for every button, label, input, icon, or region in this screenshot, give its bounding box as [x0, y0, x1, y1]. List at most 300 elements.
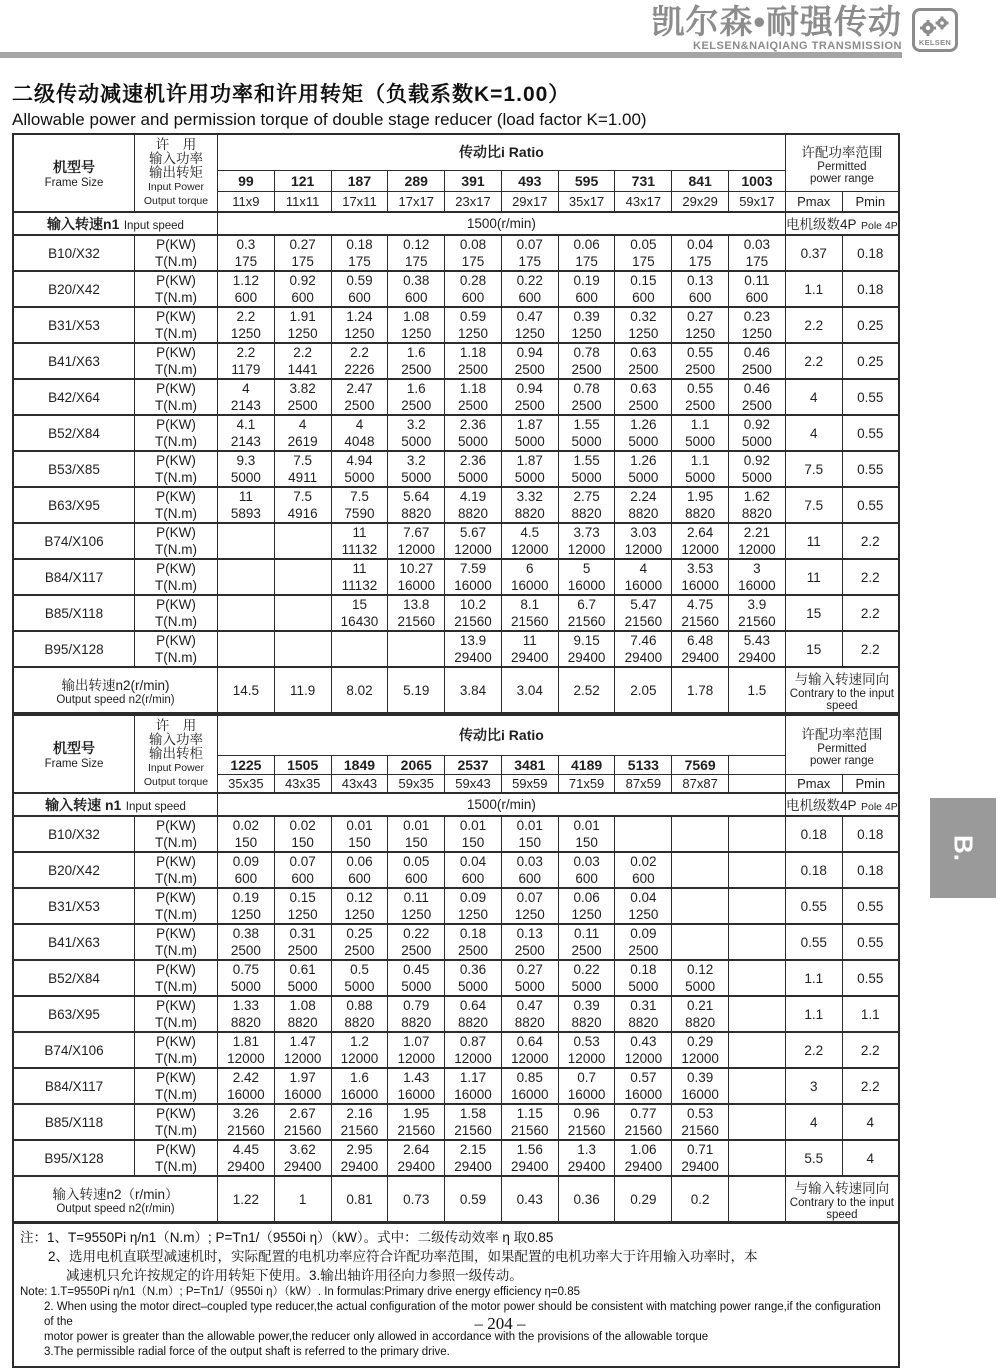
ratio-value-cell: 289: [388, 170, 445, 191]
page-number: – 204 –: [474, 1314, 526, 1333]
power-torque-cell: 0.47 8820: [501, 996, 558, 1032]
ratio-value-cell: 391: [445, 170, 502, 191]
frame-cell: B42/X64: [13, 379, 135, 415]
ratio-value-cell: 1003: [729, 170, 786, 191]
power-torque-cell: 0.02 150: [218, 816, 275, 852]
power-torque-cell: 4.75 21560: [672, 595, 729, 631]
page-title-en: Allowable power and permission torque of double stage reducer (load factor K=1.00): [12, 110, 647, 129]
pmax-cell: 4: [785, 379, 842, 415]
power-torque-cell: 0.78 2500: [558, 379, 615, 415]
power-torque-cell: 0.21 8820: [672, 996, 729, 1032]
table-row: [13, 415, 899, 451]
power-torque-cell: 0.06 600: [331, 852, 388, 888]
power-torque-cell: 7.59 16000: [445, 559, 502, 595]
power-torque-cell: 3.9 21560: [729, 595, 786, 631]
pmax-cell: 4: [785, 1104, 842, 1140]
power-torque-cell: 0.39 8820: [558, 996, 615, 1032]
power-torque-cell: 0.11 600: [729, 271, 786, 307]
pt-label-cell: P(KW) T(N.m): [135, 451, 218, 487]
pt-label-cell: P(KW) T(N.m): [135, 1140, 218, 1176]
pmin-cell: 2.2: [842, 559, 899, 595]
pmax-header: Pmax: [785, 191, 842, 212]
output-speed-cell: 0.36: [558, 1176, 615, 1222]
power-torque-cell: 0.13 2500: [501, 924, 558, 960]
frame-cell: B85/X118: [13, 1104, 135, 1140]
power-torque-cell: 0.71 29400: [672, 1140, 729, 1176]
power-torque-cell: 0.22 5000: [558, 960, 615, 996]
ratio-combo-cell: 43x43: [331, 774, 388, 793]
power-torque-cell: 0.32 1250: [615, 307, 672, 343]
pmin-cell: 2.2: [842, 1032, 899, 1068]
ratio-value-cell: 121: [274, 170, 331, 191]
pmin-cell: 2.2: [842, 523, 899, 559]
table-row: [13, 852, 899, 888]
pmax-cell: 0.55: [785, 888, 842, 924]
power-torque-cell: 2.2 1179: [218, 343, 275, 379]
power-torque-cell: 0.64 12000: [501, 1032, 558, 1068]
power-torque-cell: 7.46 29400: [615, 631, 672, 667]
power-torque-cell: 1.12 600: [218, 271, 275, 307]
power-torque-cell: 0.92 600: [274, 271, 331, 307]
frame-cell: B20/X42: [13, 852, 135, 888]
power-torque-header: 许 用 输入功率 输出转矩 Input Power Output torque: [135, 134, 218, 212]
power-torque-cell: 0.03 600: [558, 852, 615, 888]
power-torque-cell: 0.19 600: [558, 271, 615, 307]
ratio-combo-cell: 17x17: [388, 191, 445, 212]
ratio-combo-cell: 59x43: [445, 774, 502, 793]
ratio-combo-cell: 29x17: [501, 191, 558, 212]
power-torque-cell: 2.2 2226: [331, 343, 388, 379]
pmax-cell: 3: [785, 1068, 842, 1104]
power-torque-cell: 2.67 21560: [274, 1104, 331, 1140]
power-torque-cell: 5.43 29400: [729, 631, 786, 667]
input-speed-value: 1500(r/min): [218, 212, 786, 235]
pmax-cell: 15: [785, 631, 842, 667]
power-torque-cell: 4 2619: [274, 415, 331, 451]
output-speed-cell: 0.81: [331, 1176, 388, 1222]
power-torque-cell: 1.95 8820: [672, 487, 729, 523]
note-line: 2、选用电机直联型减速机时，实际配置的电机功率应符合许配功率范围，如果配置的电机功率大于许用输入功率时，本: [48, 1249, 758, 1264]
pt-label-cell: P(KW) T(N.m): [135, 960, 218, 996]
ratio-combo-cell: 17x11: [331, 191, 388, 212]
power-torque-cell: 3.62 29400: [274, 1140, 331, 1176]
power-torque-cell: 1.24 1250: [331, 307, 388, 343]
power-torque-cell: 0.61 5000: [274, 960, 331, 996]
power-torque-cell: 0.02 600: [615, 852, 672, 888]
power-torque-cell: [331, 631, 388, 667]
power-torque-header: 许 用 输入功率 输出转柜 Input Power Output torque: [135, 715, 218, 793]
pmin-cell: 0.18: [842, 235, 899, 271]
power-torque-cell: 1.91 1250: [274, 307, 331, 343]
pmin-cell: 0.55: [842, 379, 899, 415]
power-torque-cell: 1.15 21560: [501, 1104, 558, 1140]
power-torque-cell: 0.77 21560: [615, 1104, 672, 1140]
power-torque-cell: 0.94 2500: [501, 379, 558, 415]
power-torque-cell: 0.05 600: [388, 852, 445, 888]
frame-cell: B41/X63: [13, 924, 135, 960]
pt-label-cell: P(KW) T(N.m): [135, 595, 218, 631]
pmax-cell: 11: [785, 523, 842, 559]
frame-cell: B63/X95: [13, 996, 135, 1032]
pt-label-cell: P(KW) T(N.m): [135, 852, 218, 888]
pt-label-cell: P(KW) T(N.m): [135, 816, 218, 852]
note-line: 2. When using the motor direct–coupled type reducer,the actual configuration of the motor power should be consistent with matching power range,if the configuration of the: [44, 1301, 881, 1328]
section-tab: [930, 798, 996, 898]
power-torque-cell: 7.67 12000: [388, 523, 445, 559]
power-torque-cell: 0.22 2500: [388, 924, 445, 960]
frame-cell: B84/X117: [13, 1068, 135, 1104]
ratio-combo-cell: 43x17: [615, 191, 672, 212]
power-torque-cell: [218, 559, 275, 595]
frame-cell: B95/X128: [13, 1140, 135, 1176]
ratio-value-cell: 3481: [501, 755, 558, 774]
power-torque-cell: 0.27 1250: [672, 307, 729, 343]
pmax-cell: 5.5: [785, 1140, 842, 1176]
table-header-row: [13, 715, 899, 755]
power-torque-cell: 11 29400: [501, 631, 558, 667]
kelsen-badge: [912, 8, 958, 52]
pmax-cell: 2.2: [785, 1032, 842, 1068]
frame-cell: B74/X106: [13, 523, 135, 559]
ratio-combo-cell: [729, 774, 786, 793]
pmin-cell: 0.55: [842, 451, 899, 487]
power-torque-cell: 0.29 12000: [672, 1032, 729, 1068]
page-title-zh: 二级传动减速机许用功率和许用转矩（负载系数K=1.00）: [12, 83, 571, 106]
pmax-cell: 7.5: [785, 451, 842, 487]
power-torque-cell: 1.3 29400: [558, 1140, 615, 1176]
power-torque-cell: 3.53 16000: [672, 559, 729, 595]
header-divider: [0, 52, 902, 58]
power-torque-cell: 0.01 150: [388, 816, 445, 852]
power-torque-cell: 2.47 2500: [331, 379, 388, 415]
output-speed-cell: 3.84: [445, 667, 502, 713]
power-torque-cell: 0.38 2500: [218, 924, 275, 960]
power-torque-cell: 3.82 2500: [274, 379, 331, 415]
power-torque-cell: 0.04 600: [445, 852, 502, 888]
power-torque-cell: 0.39 16000: [672, 1068, 729, 1104]
power-torque-cell: 0.94 2500: [501, 343, 558, 379]
output-speed-cell: 1.5: [729, 667, 786, 713]
power-torque-cell: 0.78 2500: [558, 343, 615, 379]
pmin-header: Pmin: [842, 774, 899, 793]
power-torque-cell: 0.01 150: [501, 816, 558, 852]
power-torque-cell: [218, 523, 275, 559]
ratio-combo-cell: 11x11: [274, 191, 331, 212]
pmax-cell: 15: [785, 595, 842, 631]
pmax-cell: 0.55: [785, 924, 842, 960]
spec-tables-frame: [12, 133, 900, 1368]
pt-label-cell: P(KW) T(N.m): [135, 271, 218, 307]
output-speed-cell: 8.02: [331, 667, 388, 713]
power-torque-cell: 2.75 8820: [558, 487, 615, 523]
pmin-cell: 0.18: [842, 271, 899, 307]
input-speed-row: [13, 212, 899, 235]
power-torque-cell: 0.01 150: [331, 816, 388, 852]
power-torque-cell: 0.87 12000: [445, 1032, 502, 1068]
pmin-cell: 0.55: [842, 487, 899, 523]
pmax-cell: 0.18: [785, 852, 842, 888]
ratio-value-cell: 493: [501, 170, 558, 191]
power-torque-cell: 3.2 5000: [388, 451, 445, 487]
power-torque-cell: 7.5 4911: [274, 451, 331, 487]
power-torque-cell: 1.07 12000: [388, 1032, 445, 1068]
table-row: [13, 1032, 899, 1068]
table-row: [13, 343, 899, 379]
power-torque-cell: 3.32 8820: [501, 487, 558, 523]
power-torque-cell: 0.04 175: [672, 235, 729, 271]
ratio-header: 传动比i Ratio: [218, 715, 786, 755]
pole-label: [785, 212, 899, 235]
power-torque-cell: 1.97 16000: [274, 1068, 331, 1104]
power-torque-cell: 1.62 8820: [729, 487, 786, 523]
power-torque-cell: 2.21 12000: [729, 523, 786, 559]
power-torque-cell: 4.19 8820: [445, 487, 502, 523]
ratio-value-cell: 1225: [218, 755, 275, 774]
output-speed-cell: 1.22: [218, 1176, 275, 1222]
reducer-spec-table-primary: [12, 133, 900, 714]
pt-label-cell: P(KW) T(N.m): [135, 1104, 218, 1140]
pt-label-cell: P(KW) T(N.m): [135, 487, 218, 523]
power-torque-cell: 0.27 5000: [501, 960, 558, 996]
pmin-cell: 0.55: [842, 415, 899, 451]
table-row: [13, 559, 899, 595]
power-torque-cell: 2.15 29400: [445, 1140, 502, 1176]
output-speed-label: 输入转速n2（r/min） Output speed n2(r/min): [13, 1176, 218, 1222]
pmin-cell: 2.2: [842, 1068, 899, 1104]
pt-label-cell: P(KW) T(N.m): [135, 1068, 218, 1104]
power-torque-cell: 11 11132: [331, 523, 388, 559]
frame-cell: B52/X84: [13, 415, 135, 451]
output-speed-cell: 1.78: [672, 667, 729, 713]
pt-label-cell: P(KW) T(N.m): [135, 924, 218, 960]
power-torque-cell: 1.55 5000: [558, 451, 615, 487]
table-row: [13, 307, 899, 343]
power-torque-cell: 0.63 2500: [615, 379, 672, 415]
power-torque-cell: 0.07 600: [274, 852, 331, 888]
power-torque-cell: 0.79 8820: [388, 996, 445, 1032]
ratio-value-cell: 2065: [388, 755, 445, 774]
output-speed-cell: 11.9: [274, 667, 331, 713]
power-torque-cell: 0.31 8820: [615, 996, 672, 1032]
ratio-header: 传动比i Ratio: [218, 134, 786, 170]
pmin-cell: 4: [842, 1140, 899, 1176]
power-torque-cell: 1.81 12000: [218, 1032, 275, 1068]
reducer-spec-table-secondary: [12, 714, 900, 1223]
power-torque-cell: 0.92 5000: [729, 451, 786, 487]
power-torque-cell: 0.01 150: [445, 816, 502, 852]
output-speed-cell: 0.2: [672, 1176, 729, 1222]
pmax-cell: 7.5: [785, 487, 842, 523]
ratio-combo-cell: 35x17: [558, 191, 615, 212]
power-torque-cell: 0.11 2500: [558, 924, 615, 960]
ratio-combo-cell: 59x59: [501, 774, 558, 793]
page-title: [12, 78, 912, 130]
power-torque-cell: 0.88 8820: [331, 996, 388, 1032]
power-torque-cell: 1.2 12000: [331, 1032, 388, 1068]
ratio-combo-cell: 23x17: [445, 191, 502, 212]
frame-cell: B74/X106: [13, 1032, 135, 1068]
pmin-header: Pmin: [842, 191, 899, 212]
power-torque-cell: [672, 852, 729, 888]
note-line: 注：1、T=9550Pi η/n1（N.m）; P=Tn1/（9550i η）（kW）。式中：二级传动效率 η 取0.85: [20, 1230, 554, 1245]
power-torque-cell: [729, 1140, 786, 1176]
pmax-cell: 0.18: [785, 816, 842, 852]
power-torque-cell: 4 16000: [615, 559, 672, 595]
pmax-cell: 2.2: [785, 307, 842, 343]
power-torque-cell: 0.18 175: [331, 235, 388, 271]
power-torque-cell: 9.15 29400: [558, 631, 615, 667]
note-line: 3.The permissible radial force of the output shaft is referred to the primary drive.: [44, 1346, 450, 1358]
ratio-value-cell: 4189: [558, 755, 615, 774]
power-torque-cell: 0.08 175: [445, 235, 502, 271]
table-row: [13, 888, 899, 924]
power-torque-cell: 1.26 5000: [615, 451, 672, 487]
power-torque-cell: 0.55 2500: [672, 379, 729, 415]
output-speed-cell: 0.43: [501, 1176, 558, 1222]
pt-label-cell: P(KW) T(N.m): [135, 1032, 218, 1068]
power-torque-cell: 1.87 5000: [501, 451, 558, 487]
pt-label-cell: P(KW) T(N.m): [135, 343, 218, 379]
output-speed-cell: 0.29: [615, 1176, 672, 1222]
output-speed-cell: 2.52: [558, 667, 615, 713]
ratio-value-cell: 99: [218, 170, 275, 191]
ratio-value-cell: 187: [331, 170, 388, 191]
power-torque-cell: [274, 559, 331, 595]
power-torque-cell: 2.36 5000: [445, 415, 502, 451]
table-header-row: [13, 134, 899, 170]
pt-label-cell: P(KW) T(N.m): [135, 888, 218, 924]
output-speed-cell: [729, 1176, 786, 1222]
pmin-cell: 2.2: [842, 631, 899, 667]
power-torque-cell: 0.03 600: [501, 852, 558, 888]
power-torque-cell: 0.96 21560: [558, 1104, 615, 1140]
input-speed-zh: 输入转速 n1: [45, 796, 122, 813]
pmin-cell: 2.2: [842, 595, 899, 631]
power-torque-cell: 3 16000: [729, 559, 786, 595]
pmax-cell: 11: [785, 559, 842, 595]
input-speed-value: 1500(r/min): [218, 793, 786, 816]
power-torque-cell: 3.73 12000: [558, 523, 615, 559]
pmax-cell: 4: [785, 415, 842, 451]
power-torque-cell: 0.3 175: [218, 235, 275, 271]
power-torque-cell: 7.5 4916: [274, 487, 331, 523]
power-torque-cell: 0.57 16000: [615, 1068, 672, 1104]
power-torque-cell: 1.6 2500: [388, 379, 445, 415]
pmin-cell: 0.25: [842, 307, 899, 343]
power-torque-cell: 5 16000: [558, 559, 615, 595]
output-speed-cell: 1: [274, 1176, 331, 1222]
pole-zh: 电机级数4P: [786, 798, 857, 813]
power-torque-cell: 4.5 12000: [501, 523, 558, 559]
power-torque-cell: 13.8 21560: [388, 595, 445, 631]
power-torque-cell: 0.55 2500: [672, 343, 729, 379]
pt-label-cell: P(KW) T(N.m): [135, 379, 218, 415]
power-torque-cell: 5.47 21560: [615, 595, 672, 631]
pole-en: Pole 4P: [861, 220, 898, 232]
pt-label-cell: P(KW) T(N.m): [135, 996, 218, 1032]
power-torque-cell: 3.26 21560: [218, 1104, 275, 1140]
pmax-cell: 0.37: [785, 235, 842, 271]
power-torque-cell: 1.26 5000: [615, 415, 672, 451]
table-row: [13, 996, 899, 1032]
note-line: motor power is greater than the allowable power,the reducer only allowed in accordance with the provisions of the allowable torque: [44, 1331, 709, 1343]
note-line: 减速机只允许按规定的许用转矩下使用。3.输出轴许用径向力参照一级传动。: [66, 1268, 523, 1283]
power-torque-cell: 0.05 175: [615, 235, 672, 271]
power-torque-cell: 0.38 600: [388, 271, 445, 307]
input-speed-label: [13, 212, 218, 235]
power-torque-cell: 1.47 12000: [274, 1032, 331, 1068]
power-torque-cell: 0.12 5000: [672, 960, 729, 996]
frame-cell: B52/X84: [13, 960, 135, 996]
power-torque-cell: 0.06 175: [558, 235, 615, 271]
ratio-value-cell: 1505: [274, 755, 331, 774]
output-speed-cell: 14.5: [218, 667, 275, 713]
power-torque-cell: 4.1 2143: [218, 415, 275, 451]
frame-cell: B31/X53: [13, 307, 135, 343]
ratio-value-cell: 2537: [445, 755, 502, 774]
power-torque-cell: 0.01 150: [558, 816, 615, 852]
power-torque-cell: 0.63 2500: [615, 343, 672, 379]
power-torque-cell: 10.27 16000: [388, 559, 445, 595]
input-speed-en: Input speed: [123, 219, 184, 232]
power-torque-cell: 0.46 2500: [729, 343, 786, 379]
power-torque-cell: [218, 631, 275, 667]
power-torque-cell: [729, 816, 786, 852]
power-torque-cell: 0.59 1250: [445, 307, 502, 343]
ratio-combo-cell: 59x35: [388, 774, 445, 793]
section-tab-label: B.: [948, 835, 979, 861]
power-torque-cell: 2.42 16000: [218, 1068, 275, 1104]
power-torque-cell: 0.25 2500: [331, 924, 388, 960]
power-torque-cell: 2.95 29400: [331, 1140, 388, 1176]
power-torque-cell: 0.09 1250: [445, 888, 502, 924]
power-torque-cell: 0.36 5000: [445, 960, 502, 996]
pt-label-cell: P(KW) T(N.m): [135, 415, 218, 451]
power-torque-cell: 5.67 12000: [445, 523, 502, 559]
output-speed-cell: 2.05: [615, 667, 672, 713]
frame-cell: B41/X63: [13, 343, 135, 379]
power-torque-cell: 11 11132: [331, 559, 388, 595]
power-torque-cell: 0.5 5000: [331, 960, 388, 996]
power-torque-cell: 5.64 8820: [388, 487, 445, 523]
pole-en: Pole 4P: [861, 801, 898, 813]
table-row: [13, 523, 899, 559]
ratio-combo-cell: 87x59: [615, 774, 672, 793]
table-row: [13, 816, 899, 852]
table-row: [13, 1140, 899, 1176]
power-torque-cell: 3.03 12000: [615, 523, 672, 559]
power-torque-cell: 2.24 8820: [615, 487, 672, 523]
permitted-power-header: 许配功率范围 Permitted power range: [785, 715, 899, 774]
power-torque-cell: 0.28 600: [445, 271, 502, 307]
note-line: Note: 1.T=9550Pi η/n1（N.m）; P=Tn1/（9550i η）（kW）. In formulas:Primary drive energy efficiency η=0.85: [20, 1286, 581, 1298]
power-torque-cell: 1.43 16000: [388, 1068, 445, 1104]
power-torque-cell: [729, 1032, 786, 1068]
power-torque-cell: 1.56 29400: [501, 1140, 558, 1176]
brand-name-zh: 凯尔森•耐强传动: [651, 3, 902, 40]
frame-cell: B10/X32: [13, 816, 135, 852]
power-torque-cell: 1.6 2500: [388, 343, 445, 379]
frame-size-header: 机型号 Frame Size: [13, 715, 135, 793]
ratio-combo-cell: 35x35: [218, 774, 275, 793]
ratio-combo-cell: 43x35: [274, 774, 331, 793]
frame-cell: B20/X42: [13, 271, 135, 307]
input-speed-en: Input speed: [125, 800, 186, 813]
pmax-cell: 1.1: [785, 960, 842, 996]
power-torque-cell: 4.45 29400: [218, 1140, 275, 1176]
power-torque-cell: 1.6 16000: [331, 1068, 388, 1104]
power-torque-cell: [672, 888, 729, 924]
